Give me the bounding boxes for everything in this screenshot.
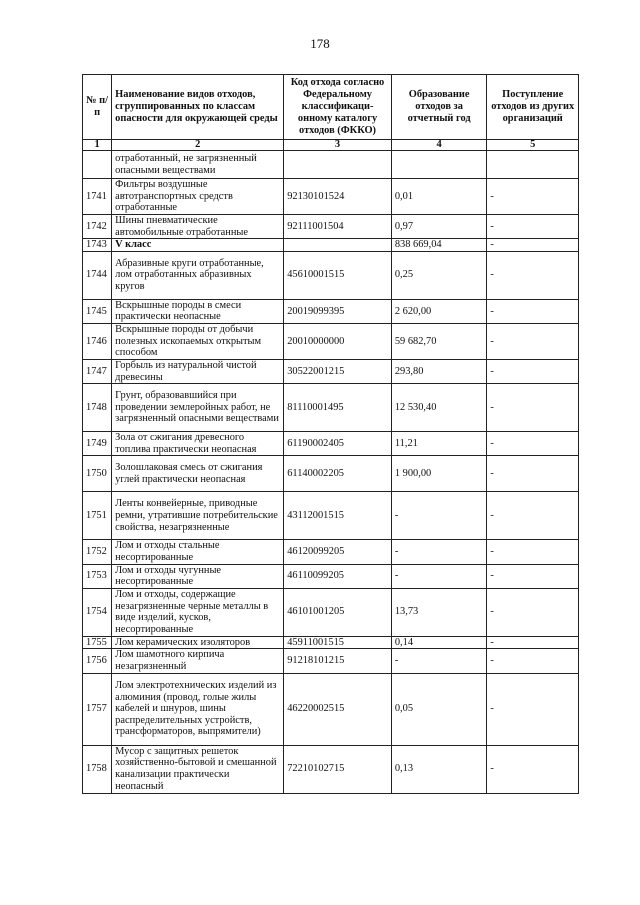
table-row bbox=[83, 745, 579, 793]
received-amount: - bbox=[487, 540, 579, 564]
column-index: 4 bbox=[391, 140, 487, 151]
fkko-code: 92130101524 bbox=[284, 179, 392, 215]
received-amount: - bbox=[487, 432, 579, 456]
table-header-row bbox=[83, 75, 579, 140]
waste-name: Лом электротехнических изделий из алюминия (провод, голые жилы кабелей и шнуров, шины распределительных устройств, трансформаторов, выпрямители) bbox=[112, 673, 284, 745]
table-row bbox=[83, 564, 579, 588]
received-amount: - bbox=[487, 636, 579, 649]
formed-amount: - bbox=[391, 564, 487, 588]
row-number: 1751 bbox=[83, 492, 112, 540]
table-row bbox=[83, 636, 579, 649]
fkko-code: 46101001205 bbox=[284, 588, 392, 636]
waste-name: V класс bbox=[112, 239, 284, 252]
row-number: 1757 bbox=[83, 673, 112, 745]
waste-name: Лом шамотного кирпича незагрязненный bbox=[112, 649, 284, 673]
column-index: 3 bbox=[284, 140, 392, 151]
table-row bbox=[83, 673, 579, 745]
table-body bbox=[83, 151, 579, 794]
received-amount: - bbox=[487, 564, 579, 588]
row-number bbox=[83, 151, 112, 179]
row-number: 1741 bbox=[83, 179, 112, 215]
header-num: № п/п bbox=[83, 75, 112, 140]
table-row bbox=[83, 151, 579, 179]
row-number: 1748 bbox=[83, 384, 112, 432]
formed-amount: 0,14 bbox=[391, 636, 487, 649]
table-row bbox=[83, 456, 579, 492]
fkko-code: 45610001515 bbox=[284, 251, 392, 299]
formed-amount: 293,80 bbox=[391, 359, 487, 383]
waste-name: Ленты конвейерные, приводные ремни, утратившие потребительские свойства, незагрязненные bbox=[112, 492, 284, 540]
waste-name: Вскрышные породы в смеси практически неопасные bbox=[112, 299, 284, 323]
row-number: 1747 bbox=[83, 359, 112, 383]
table-row bbox=[83, 251, 579, 299]
formed-amount: 0,01 bbox=[391, 179, 487, 215]
row-number: 1746 bbox=[83, 323, 112, 359]
table-row bbox=[83, 432, 579, 456]
formed-amount: 838 669,04 bbox=[391, 239, 487, 252]
received-amount: - bbox=[487, 588, 579, 636]
received-amount: - bbox=[487, 323, 579, 359]
fkko-code: 20010000000 bbox=[284, 323, 392, 359]
formed-amount: 0,13 bbox=[391, 745, 487, 793]
fkko-code: 91218101215 bbox=[284, 649, 392, 673]
received-amount: - bbox=[487, 299, 579, 323]
table-row bbox=[83, 323, 579, 359]
waste-name: Лом и отходы стальные несортированные bbox=[112, 540, 284, 564]
header-code: Код отхода согласно Федеральному классификаци-онному каталогу отходов (ФККО) bbox=[284, 75, 392, 140]
fkko-code: 45911001515 bbox=[284, 636, 392, 649]
fkko-code bbox=[284, 239, 392, 252]
received-amount: - bbox=[487, 239, 579, 252]
table-row bbox=[83, 540, 579, 564]
table-row bbox=[83, 239, 579, 252]
fkko-code bbox=[284, 151, 392, 179]
received-amount: - bbox=[487, 179, 579, 215]
received-amount: - bbox=[487, 492, 579, 540]
formed-amount: - bbox=[391, 540, 487, 564]
waste-name: Лом и отходы, содержащие незагрязненные черные металлы в виде изделий, кусков, несортированные bbox=[112, 588, 284, 636]
received-amount: - bbox=[487, 673, 579, 745]
fkko-code: 81110001495 bbox=[284, 384, 392, 432]
row-number: 1750 bbox=[83, 456, 112, 492]
table-row bbox=[83, 179, 579, 215]
waste-name: Горбыль из натуральной чистой древесины bbox=[112, 359, 284, 383]
waste-name: Зола от сжигания древесного топлива практически неопасная bbox=[112, 432, 284, 456]
table-row bbox=[83, 384, 579, 432]
fkko-code: 61140002205 bbox=[284, 456, 392, 492]
formed-amount: 1 900,00 bbox=[391, 456, 487, 492]
waste-table bbox=[82, 74, 579, 794]
column-index-row bbox=[83, 140, 579, 151]
waste-name: Фильтры воздушные автотранспортных средств отработанные bbox=[112, 179, 284, 215]
waste-name: Грунт, образовавшийся при проведении землеройных работ, не загрязненный опасными веществами bbox=[112, 384, 284, 432]
row-number: 1744 bbox=[83, 251, 112, 299]
waste-name: Золошлаковая смесь от сжигания углей практически неопасная bbox=[112, 456, 284, 492]
fkko-code: 92111001504 bbox=[284, 215, 392, 239]
received-amount bbox=[487, 151, 579, 179]
formed-amount: - bbox=[391, 492, 487, 540]
table-row bbox=[83, 492, 579, 540]
fkko-code: 72210102715 bbox=[284, 745, 392, 793]
received-amount: - bbox=[487, 745, 579, 793]
table-row bbox=[83, 215, 579, 239]
row-number: 1756 bbox=[83, 649, 112, 673]
fkko-code: 46120099205 bbox=[284, 540, 392, 564]
table-row bbox=[83, 359, 579, 383]
waste-name: Вскрышные породы от добычи полезных ископаемых открытым способом bbox=[112, 323, 284, 359]
header-formed: Образование отходов за отчетный год bbox=[391, 75, 487, 140]
formed-amount: 2 620,00 bbox=[391, 299, 487, 323]
row-number: 1753 bbox=[83, 564, 112, 588]
formed-amount: 59 682,70 bbox=[391, 323, 487, 359]
fkko-code: 30522001215 bbox=[284, 359, 392, 383]
received-amount: - bbox=[487, 359, 579, 383]
formed-amount: - bbox=[391, 649, 487, 673]
row-number: 1754 bbox=[83, 588, 112, 636]
row-number: 1743 bbox=[83, 239, 112, 252]
formed-amount: 11,21 bbox=[391, 432, 487, 456]
column-index: 5 bbox=[487, 140, 579, 151]
page-number: 178 bbox=[310, 36, 330, 51]
formed-amount: 0,25 bbox=[391, 251, 487, 299]
waste-name: Шины пневматические автомобильные отработанные bbox=[112, 215, 284, 239]
fkko-code: 46220002515 bbox=[284, 673, 392, 745]
table-row bbox=[83, 299, 579, 323]
header-name: Наименование видов отходов, сгруппированных по классам опасности для окружающей среды bbox=[112, 75, 284, 140]
fkko-code: 61190002405 bbox=[284, 432, 392, 456]
received-amount: - bbox=[487, 251, 579, 299]
table-row bbox=[83, 649, 579, 673]
waste-name: Лом керамических изоляторов bbox=[112, 636, 284, 649]
row-number: 1755 bbox=[83, 636, 112, 649]
waste-name: Лом и отходы чугунные несортированные bbox=[112, 564, 284, 588]
column-index: 1 bbox=[83, 140, 112, 151]
waste-name: Абразивные круги отработанные, лом отработанных абразивных кругов bbox=[112, 251, 284, 299]
received-amount: - bbox=[487, 456, 579, 492]
formed-amount: 0,05 bbox=[391, 673, 487, 745]
row-number: 1749 bbox=[83, 432, 112, 456]
row-number: 1752 bbox=[83, 540, 112, 564]
fkko-code: 46110099205 bbox=[284, 564, 392, 588]
received-amount: - bbox=[487, 649, 579, 673]
formed-amount: 12 530,40 bbox=[391, 384, 487, 432]
row-number: 1742 bbox=[83, 215, 112, 239]
formed-amount: 13,73 bbox=[391, 588, 487, 636]
fkko-code: 43112001515 bbox=[284, 492, 392, 540]
header-received: Поступление отходов из других организаций bbox=[487, 75, 579, 140]
row-number: 1745 bbox=[83, 299, 112, 323]
formed-amount: 0,97 bbox=[391, 215, 487, 239]
waste-name: Мусор с защитных решеток хозяйственно-бытовой и смешанной канализации практически неопасный bbox=[112, 745, 284, 793]
received-amount: - bbox=[487, 384, 579, 432]
row-number: 1758 bbox=[83, 745, 112, 793]
table-row bbox=[83, 588, 579, 636]
fkko-code: 20019099395 bbox=[284, 299, 392, 323]
column-index: 2 bbox=[112, 140, 284, 151]
waste-name: отработанный, не загрязненный опасными веществами bbox=[112, 151, 284, 179]
received-amount: - bbox=[487, 215, 579, 239]
formed-amount bbox=[391, 151, 487, 179]
